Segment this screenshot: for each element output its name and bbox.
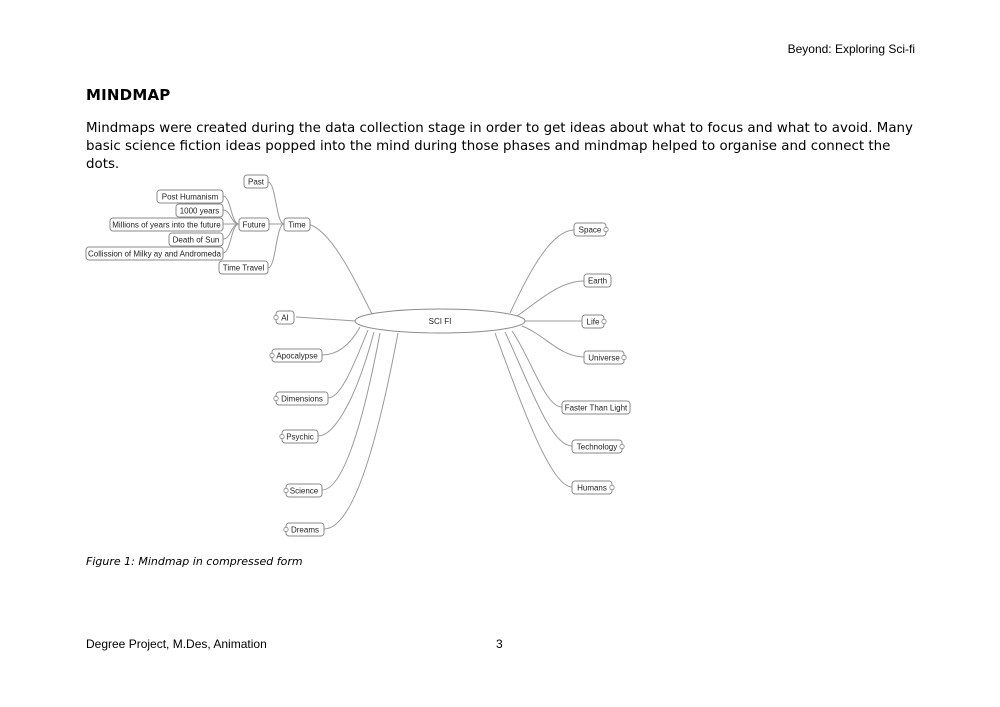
svg-text:Time Travel: Time Travel bbox=[222, 263, 265, 273]
svg-text:Collission of Milky ay and And: Collission of Milky ay and Andromeda bbox=[88, 249, 221, 259]
svg-text:Earth: Earth bbox=[587, 276, 608, 286]
svg-text:Dreams: Dreams bbox=[290, 525, 320, 535]
svg-text:Future: Future bbox=[242, 220, 266, 230]
mindmap-node-dimensions bbox=[274, 392, 328, 405]
center-label: SCI FI bbox=[428, 317, 452, 326]
section-title: MINDMAP bbox=[86, 86, 171, 104]
mindmap-node-faster-than-light bbox=[562, 401, 630, 414]
mindmap-node-death-of-sun bbox=[169, 233, 223, 246]
mindmap-node-collision bbox=[86, 247, 223, 260]
svg-text:1000 years: 1000 years bbox=[179, 206, 220, 216]
intro-paragraph: Mindmaps were created during the data collection stage in order to get ideas about what to focus and what to avoid. Many basic science fiction ideas popped into the mind during those phases and mindmap helped to organise and connect the dots. bbox=[86, 121, 913, 172]
mindmap-node-apocalypse bbox=[270, 349, 322, 362]
mindmap-node-1000-years bbox=[176, 204, 223, 217]
mindmap-node-ai bbox=[274, 311, 294, 324]
svg-text:Psychic: Psychic bbox=[286, 432, 314, 442]
mindmap-node-space bbox=[574, 223, 608, 236]
mindmap-node-past bbox=[244, 175, 268, 188]
page-number: 3 bbox=[496, 637, 503, 651]
svg-text:AI: AI bbox=[281, 313, 289, 323]
svg-text:Science: Science bbox=[289, 486, 319, 496]
svg-text:Technology: Technology bbox=[576, 442, 618, 452]
svg-text:Humans: Humans bbox=[577, 483, 607, 493]
mindmap-node-time-travel bbox=[219, 261, 268, 274]
mindmap-node-center bbox=[355, 309, 525, 333]
mindmap-node-future bbox=[239, 218, 269, 231]
mindmap-node-science bbox=[284, 484, 322, 497]
running-header: Beyond: Exploring Sci-fi bbox=[787, 42, 915, 56]
svg-text:Dimensions: Dimensions bbox=[281, 394, 323, 404]
svg-text:Space: Space bbox=[578, 225, 602, 235]
svg-text:Millions of years into the fut: Millions of years into the future bbox=[112, 220, 221, 230]
svg-text:Past: Past bbox=[247, 177, 265, 187]
mindmap-node-life bbox=[582, 315, 606, 328]
mindmap-node-humans bbox=[572, 481, 614, 494]
mindmap-node-technology bbox=[572, 440, 624, 453]
svg-text:Faster Than Light: Faster Than Light bbox=[564, 403, 628, 413]
mindmap-node-universe bbox=[584, 351, 626, 364]
svg-text:Time: Time bbox=[288, 220, 306, 230]
svg-text:Apocalypse: Apocalypse bbox=[276, 351, 318, 361]
svg-text:Death of Sun: Death of Sun bbox=[172, 235, 220, 245]
svg-text:Universe: Universe bbox=[588, 353, 620, 363]
mindmap-node-time bbox=[284, 218, 310, 231]
mindmap-node-millions-of-years bbox=[110, 218, 223, 231]
mindmap-node-psychic bbox=[280, 430, 318, 443]
svg-text:Life: Life bbox=[586, 317, 600, 327]
footer-degree-info: Degree Project, M.Des, Animation bbox=[86, 637, 267, 651]
mindmap-node-post-humanism bbox=[157, 190, 223, 203]
figure-caption: Figure 1: Mindmap in compressed form bbox=[86, 555, 303, 568]
mindmap-node-earth bbox=[584, 274, 611, 287]
mindmap-node-dreams bbox=[284, 523, 324, 536]
svg-text:Post Humanism: Post Humanism bbox=[161, 192, 219, 202]
